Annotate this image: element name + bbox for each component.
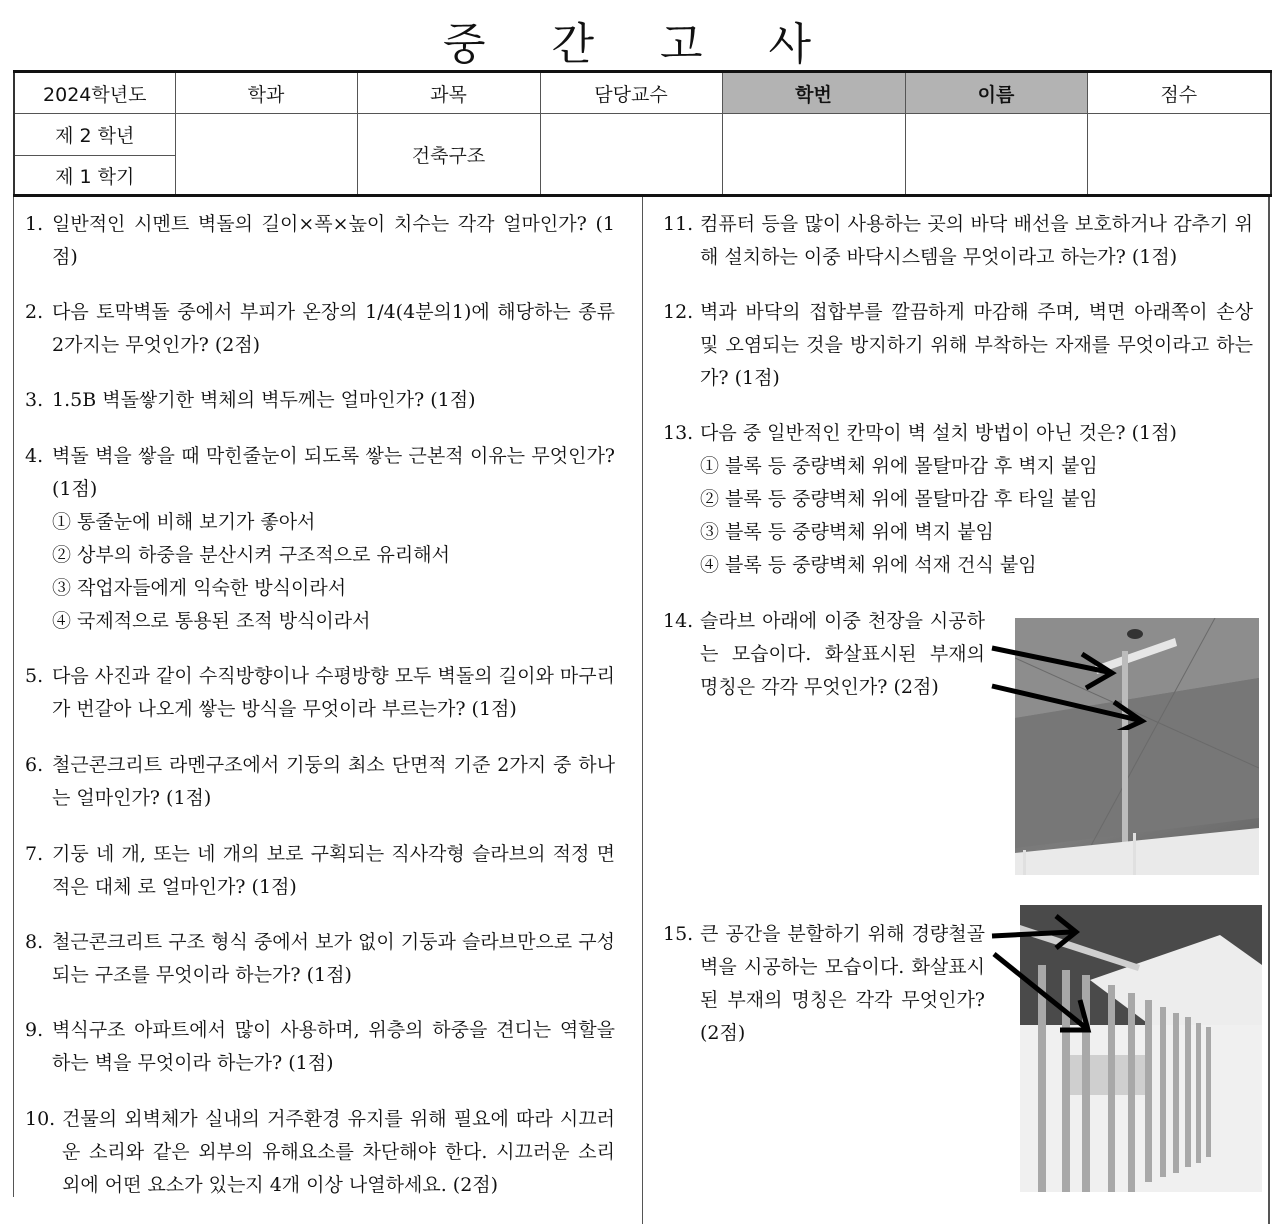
question-number: 2. — [25, 301, 44, 323]
question-number: 13. — [663, 422, 694, 444]
question-text: 기둥 네 개, 또는 네 개의 보로 구획되는 직사각형 슬라브의 적정 면적은 대체 로 얼마인가? (1점) — [52, 843, 615, 898]
question-number: 7. — [25, 843, 44, 865]
question-number: 4. — [25, 445, 44, 467]
question-text: 벽돌 벽을 쌓을 때 막힌줄눈이 되도록 쌓는 근본적 이유는 무엇인가? (1점) — [52, 445, 615, 500]
question-number: 1. — [25, 213, 44, 235]
question-number: 14. — [663, 610, 694, 632]
question-text: 일반적인 시멘트 벽돌의 길이×폭×높이 치수는 각각 얼마인가? (1점) — [52, 213, 615, 268]
question-12 — [663, 296, 1253, 395]
question-text: 철근콘크리트 라멘구조에서 기둥의 최소 단면적 기준 2가지 중 하나는 얼마인가? (1점) — [52, 754, 615, 809]
question-text: 컴퓨터 등을 많이 사용하는 곳의 바닥 배선을 보호하거나 감추기 위해 설치하는 이중 바닥시스템을 무엇이라고 하는가? (1점) — [700, 213, 1253, 268]
question-number: 3. — [25, 389, 44, 411]
question-2 — [25, 296, 615, 362]
question-1 — [25, 208, 615, 274]
header-student-id-label: 학번 — [722, 72, 905, 114]
question-11 — [663, 208, 1253, 274]
header-grade: 제 2 학년 — [14, 114, 175, 156]
question-text: 벽식구조 아파트에서 많이 사용하며, 위층의 하중을 견디는 역할을 하는 벽을 무엇이라 하는가? (1점) — [52, 1019, 615, 1074]
header-name-label: 이름 — [905, 72, 1087, 114]
question-4 — [25, 440, 615, 638]
professor-field[interactable] — [540, 114, 722, 196]
option-2[interactable]: ② 블록 등 중량벽체 위에 몰탈마감 후 타일 붙임 — [700, 488, 1098, 510]
header-semester: 제 1 학기 — [14, 156, 175, 196]
option-3[interactable]: ③ 블록 등 중량벽체 위에 벽지 붙임 — [700, 521, 994, 543]
question-number: 8. — [25, 931, 44, 953]
exam-title: 중 간 고 사 — [443, 19, 837, 70]
question-15 — [663, 918, 985, 1050]
option-2[interactable]: ② 상부의 하중을 분산시켜 구조적으로 유리해서 — [52, 544, 450, 566]
question-5 — [25, 660, 615, 726]
question-6 — [25, 749, 615, 815]
option-3[interactable]: ③ 작업자들에게 익숙한 방식이라서 — [52, 577, 347, 599]
score-field[interactable] — [1087, 114, 1271, 196]
option-1[interactable]: ① 블록 등 중량벽체 위에 몰탈마감 후 벽지 붙임 — [700, 455, 1098, 477]
question-9 — [25, 1014, 615, 1080]
header-subject-label: 과목 — [357, 72, 540, 114]
header-department-label: 학과 — [175, 72, 357, 114]
student-id-field[interactable] — [722, 114, 905, 196]
question-text: 다음 사진과 같이 수직방향이나 수평방향 모두 벽돌의 길이와 마구리가 번갈아 나오게 쌓는 방식을 무엇이라 부르는가? (1점) — [52, 665, 615, 720]
question-number: 12. — [663, 301, 694, 323]
question-number: 9. — [25, 1019, 44, 1041]
question-text: 다음 토막벽돌 중에서 부피가 온장의 1/4(4분의1)에 해당하는 종류 2가지는 무엇인가? (2점) — [52, 301, 615, 356]
question-number: 11. — [663, 213, 694, 235]
arrow-icon — [990, 912, 1100, 1037]
header-professor-label: 담당교수 — [540, 72, 722, 114]
question-number: 15. — [663, 923, 694, 945]
question-text: 슬라브 아래에 이중 천장을 시공하는 모습이다. 화살표시된 부재의 명칭은 각각 무엇인가? (2점) — [700, 610, 985, 698]
option-4[interactable]: ④ 블록 등 중량벽체 위에 석재 건식 붙임 — [700, 554, 1037, 576]
question-text: 큰 공간을 분할하기 위해 경량철골벽을 시공하는 모습이다. 화살표시된 부재의 명칭은 각각 무엇인가? (2점) — [700, 923, 985, 1044]
question-text: 벽과 바닥의 접합부를 깔끔하게 마감해 주며, 벽면 아래쪽이 손상 및 오염되는 것을 방지하기 위해 부착하는 자재를 무엇이라고 하는가? (1점) — [700, 301, 1253, 389]
question-7 — [25, 838, 615, 904]
question-text: 다음 중 일반적인 칸막이 벽 설치 방법이 아닌 것은? (1점) — [700, 422, 1177, 444]
question-13-options — [663, 450, 1253, 582]
exam-info-table — [13, 70, 1272, 197]
header-score-label: 점수 — [1087, 72, 1271, 114]
question-text: 건물의 외벽체가 실내의 거주환경 유지를 위해 필요에 따라 시끄러운 소리와 같은 외부의 유해요소를 차단해야 한다. 시끄러운 소리 외에 어떤 요소가 있는지 4개 이상 나열하세요. (2점) — [62, 1108, 615, 1196]
header-year: 2024학년도 — [14, 72, 175, 114]
question-14 — [663, 605, 985, 704]
question-4-options — [25, 506, 615, 638]
arrow-icon — [990, 640, 1160, 730]
name-field[interactable] — [905, 114, 1087, 196]
question-number: 6. — [25, 754, 44, 776]
subject-value: 건축구조 — [357, 114, 540, 196]
question-10 — [25, 1103, 615, 1202]
question-text: 1.5B 벽돌쌓기한 벽체의 벽두께는 얼마인가? (1점) — [52, 389, 476, 411]
question-8 — [25, 926, 615, 992]
option-1[interactable]: ① 통줄눈에 비해 보기가 좋아서 — [52, 511, 316, 533]
question-3 — [25, 384, 615, 417]
question-text: 철근콘크리트 구조 형식 중에서 보가 없이 기둥과 슬라브만으로 구성되는 구조를 무엇이라 하는가? (1점) — [52, 931, 615, 986]
question-number: 5. — [25, 665, 44, 687]
question-number: 10. — [25, 1108, 56, 1130]
question-13 — [663, 417, 1253, 582]
department-field[interactable] — [175, 114, 357, 196]
option-4[interactable]: ④ 국제적으로 통용된 조적 방식이라서 — [52, 610, 371, 632]
